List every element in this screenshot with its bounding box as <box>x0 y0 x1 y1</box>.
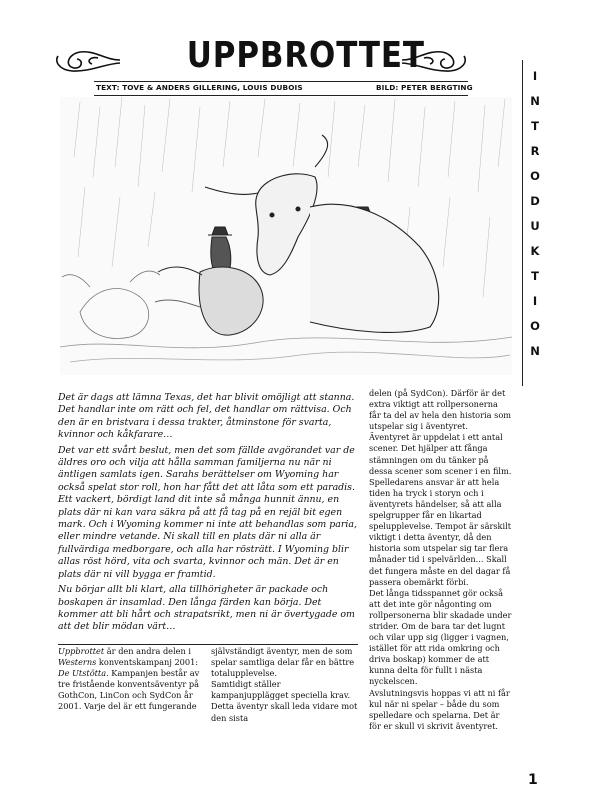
body-paragraph: delen (på SydCon). Därför är det extra viktigt att rollpersonerna får ta del av hela den historia som utspelar sig i äventyret. <box>369 388 512 432</box>
body-text: konventskampanj 2001: <box>96 657 199 668</box>
page-title: UPPBROTTET <box>186 35 425 76</box>
page-number: 1 <box>528 772 538 788</box>
body-text: är den andra delen i <box>104 646 191 656</box>
credit-art: BILD: PETER BERGTING <box>376 83 473 92</box>
side-letter: I <box>532 294 538 308</box>
body-column-1 <box>58 646 204 713</box>
side-letter: N <box>530 94 540 108</box>
campaign-title: De Utstötta <box>58 668 107 679</box>
body-paragraph: Det långa tidsspannet gör också att det inte gör någonting om rollpersonerna blir skadade under strider. Om de bara tar det lugnt och vilar upp sig (ligger i vagnen, istället för att rida omkring och driva boskap) kommer de att kunna delta för fullt i nästa nyckelscen. <box>369 587 512 687</box>
body-paragraph: Spelledarens ansvar är att hela tiden ha tryck i storyn och i äventyrets händelser, så att alla spelgrupper får en likartad spelupplevelse. Tempot är särskilt viktigt i detta äventyr, då den historia som utspelar sig tar flera månader tid i spelvärlden... Skall det fungera måste en del dagar få passera obemärkt förbi. <box>369 476 512 587</box>
side-letter: O <box>530 319 540 333</box>
body-column-3 <box>369 388 512 732</box>
body-paragraph: Samtidigt ställer kampanjupplägget speciella krav. Detta äventyr skall leda vidare mot den sista <box>211 679 358 723</box>
body-paragraph: Äventyret är uppdelat i ett antal scener. Det hjälper att fånga stämningen om du tänker på dessa scener som scener i en film. <box>369 432 512 476</box>
game-title: Westerns <box>58 657 97 668</box>
credits-rule-top <box>94 81 468 82</box>
side-letter: N <box>530 344 540 358</box>
side-letter: D <box>530 194 540 208</box>
body-paragraph: självständigt äventyr, men de som spelar samtliga delar får en bättre totalupplevelse. <box>211 646 355 679</box>
side-letter: R <box>530 144 540 158</box>
side-letter: U <box>530 219 540 233</box>
side-rule <box>522 60 523 386</box>
side-letter: O <box>530 169 540 183</box>
body-paragraph <box>58 646 204 713</box>
side-letter: T <box>531 269 539 283</box>
column-divider <box>58 644 358 645</box>
section-label-introduktion <box>526 64 544 364</box>
body-text: . Kampanjen består av tre fristående konventsäventyr på GothCon, LinCon och SydCon år 2001. Varje del är ett fungerande <box>58 668 200 712</box>
flourish-ornament-left-icon <box>50 46 122 74</box>
cattle-drive-illustration-icon <box>60 97 512 375</box>
intro-text <box>58 392 358 637</box>
intro-paragraph: Det är dags att lämna Texas, det har blivit omöjligt att stanna. Det handlar inte om rätt och fel, det handlar om rättvisa. Och den är en bristvara i dessa trakter, åtminstone för svarta, kvinnor och kåkfarare… <box>58 392 355 441</box>
side-letter: T <box>531 119 539 133</box>
credits-rule-bottom <box>94 95 468 96</box>
work-title: Uppbrottet <box>58 646 105 656</box>
side-letter: I <box>532 69 538 83</box>
body-column-2 <box>211 646 360 724</box>
side-letter: K <box>530 244 540 258</box>
intro-paragraph: Det var ett svårt beslut, men det som fällde avgörandet var de äldres oro och vilja att hålla samman familjerna nu när ni äntligen samlats igen. Sarahs berättelser om Wyoming har också spelat stor roll, hon har fått det att låta som ett paradis. Ett vackert, bördigt land dit inte så många hunnit ännu, en plats där ni kan vara säkra på att få tag på en rejäl bit egen mark. Och i Wyoming kommer ni inte att behandlas som paria, eller mindre vetande. Ni skall till en plats där ni alla är fullvärdiga medborgare, och alla har rösträtt. I Wyoming blir allas röst hörd, vita och svarta, kvinnor och män. Det är en plats där ni vill bygga er framtid. <box>58 444 357 580</box>
body-paragraph: Avslutningsvis hoppas vi att ni får kul när ni spelar – både du som spelledare och spelarna. Det är för er skull vi skrivit äventyret. <box>369 687 510 731</box>
intro-paragraph: Nu börjar allt bli klart, alla tillhörigheter är packade och boskapen är insamlad. Den långa färden kan börja. Det kommer att bli hårt och strapatsrikt, men ni är övertygade om att det blir mödan värt… <box>58 584 355 633</box>
credit-text: TEXT: TOVE & ANDERS GILLERING, LOUIS DUBOIS <box>96 83 303 92</box>
